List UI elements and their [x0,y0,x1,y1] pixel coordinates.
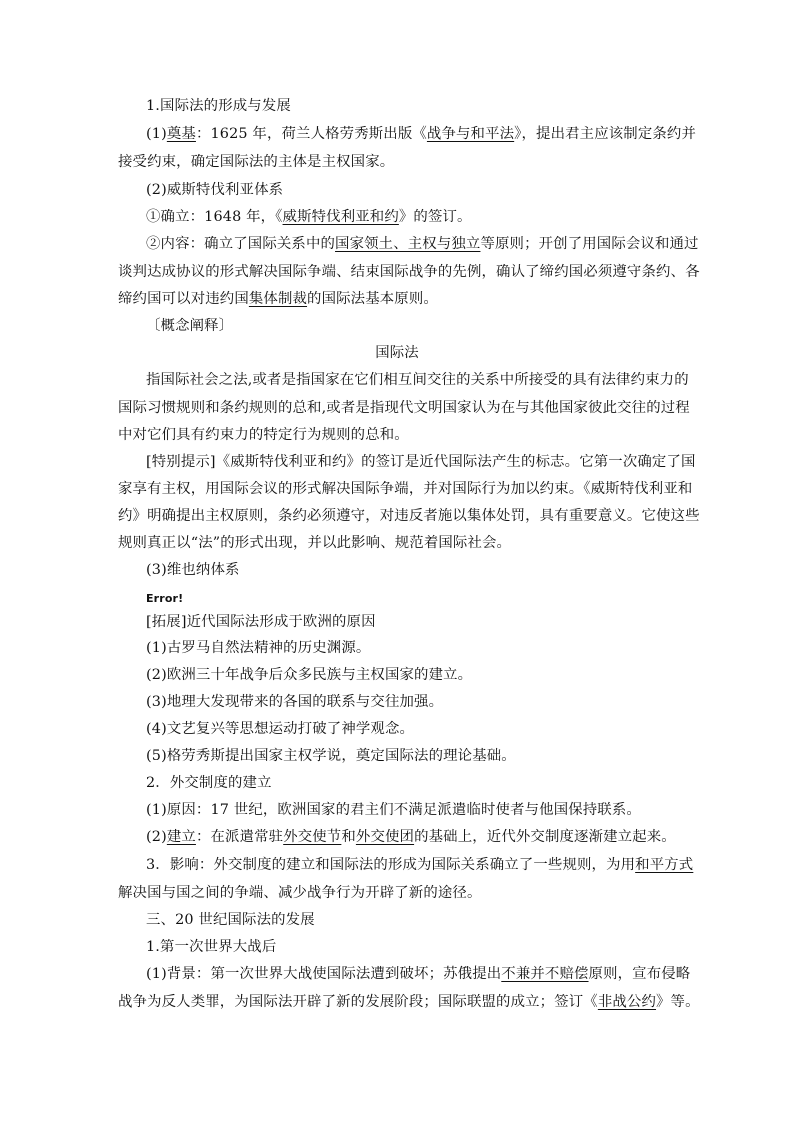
text-run: (1)原因：17 世纪，欧洲国家的君主们不满足派遣临时使者与他国保持联系。 [146,802,641,818]
text-line [146,124,706,144]
text-line [146,855,706,875]
text-run: 中对它们具有约束力的特定行为规则的总和。 [118,427,409,443]
text-run: 1.第一次世界大战后 [146,939,277,955]
text-run: Error! [146,592,184,605]
text-line [118,506,700,526]
text-line [146,746,706,766]
text-run: 1.国际法的形成与发展 [146,98,291,114]
underlined-text: 不兼并不赔偿 [501,966,589,982]
text-line [146,560,706,580]
text-run: 〔概念阐释〕 [146,318,234,334]
text-line [146,665,706,685]
text-run: ①确立：1648 年，《 [146,209,283,225]
text-line [118,289,678,309]
text-line [146,96,706,116]
text-run: ②内容：确立了国际关系中的 [146,236,336,252]
text-run: (2)欧洲三十年战争后众多民族与主权国家的建立。 [146,667,473,683]
underlined-text: 非战公约 [597,994,657,1010]
underlined-text: 和平方式 [635,857,694,873]
text-run: 三、20 世纪国际法的发展 [146,912,315,928]
underlined-text: 集体制裁 [248,291,308,307]
text-line [146,800,706,820]
text-run: 谈判达成协议的形式解决国际争端、结束国际战争的先例，确认了缔约国必须遵守条约、各 [118,264,700,280]
text-line [118,152,678,172]
text-run: 指国际社会之法,或者是指国家在它们相互间交往的关系中所接受的具有法律约束力的 [146,372,689,388]
text-run: 战争为反人类罪，为国际法开辟了新的发展阶段；国际联盟的成立；签订《 [118,994,598,1010]
text-run: 解决国与国之间的争端、减少战争行为开辟了新的途径。 [118,885,482,901]
text-line [146,692,706,712]
text-run: 3．影响：外交制度的建立和国际法的形成为国际关系确立了一些规则，为用 [146,857,636,873]
underlined-text: 外交使节 [283,829,342,845]
underlined-text: 战争与和平法 [426,126,515,142]
text-line [118,262,700,282]
text-run: (3)地理大发现带来的各国的联系与交往加强。 [146,694,444,710]
text-run: [特别提示]《威斯特伐利亚和约》的签订是近代国际法产生的标志。它第一次确定了国 [146,454,696,470]
underlined-text: 国家领土、主权与独立 [335,236,481,252]
text-run: 和 [341,829,356,845]
text-run: (1)古罗马自然法精神的历史渊源。 [146,640,371,656]
text-run: (1) [146,126,167,142]
underlined-text: 威斯特伐利亚和约 [282,209,399,225]
text-run: (3)维也纳体系 [146,562,240,578]
text-line [146,964,706,984]
text-run: (2)威斯特伐利亚体系 [146,182,284,198]
text-line [118,479,693,499]
text-line [146,370,706,390]
text-line [0,343,794,363]
text-run: 约》明确提出主权原则，条约必须遵守，对违反者施以集体处罚，具有重要意义。它使这些 [118,508,700,524]
text-line [118,533,678,553]
text-run: 原则，宣布侵略 [588,966,691,982]
text-line [146,827,706,847]
text-run: ：1625 年，荷兰人格劳秀斯出版《 [195,126,427,142]
text-run: 规则真正以“法”的形式出现，并以此影响、规范着国际社会。 [118,535,512,551]
text-line [118,883,678,903]
text-line [146,316,706,336]
text-line [146,638,706,658]
text-line [146,589,706,609]
underlined-text: 外交使团 [355,829,415,845]
text-run: (1)背景：第一次世界大战使国际法遭到破坏；苏俄提出 [146,966,502,982]
text-run: 缔约国可以对违约国 [118,291,249,307]
text-run: 等原则；开创了用国际会议和通过 [480,236,699,252]
text-run: (5)格劳秀斯提出国家主权学说，奠定国际法的理论基础。 [146,748,516,764]
text-run: 的基础上，近代外交制度逐渐建立起来。 [414,829,676,845]
text-run: 国际习惯规则和条约规则的总和,或者是指现代文明国家认为在与其他国家彼此交往的过程 [118,400,690,416]
text-line [146,452,706,472]
text-run: 家享有主权，用国际会议的形式解决国际争端，并对国际行为加以约束。《威斯特伐利亚和 [118,481,693,497]
text-run: 接受约束，确定国际法的主体是主权国家。 [118,154,395,170]
underlined-text: 建立 [166,829,196,845]
text-line [146,910,706,930]
text-line [146,180,706,200]
text-run: 》，提出君主应该制定条约并 [514,126,697,142]
underlined-text: 奠基 [166,126,196,142]
text-line [146,719,706,739]
text-run: [拓展]近代国际法形成于欧洲的原因 [146,614,376,630]
text-run: 》等。 [656,994,700,1010]
text-run: 国际法 [375,345,419,361]
text-line [118,992,700,1012]
text-line [146,612,706,632]
text-run: 2．外交制度的建立 [146,775,272,791]
text-run: (2) [146,829,167,845]
text-run: 的国际法基本原则。 [307,291,438,307]
text-line [146,207,706,227]
text-line [118,398,690,418]
text-line [118,425,678,445]
text-run: 》的签订。 [398,209,472,225]
text-line [146,234,706,254]
text-line [146,773,706,793]
text-line [146,937,706,957]
text-run: ：在派遣常驻 [195,829,284,845]
text-run: (4)文艺复兴等思想运动打破了神学观念。 [146,721,415,737]
